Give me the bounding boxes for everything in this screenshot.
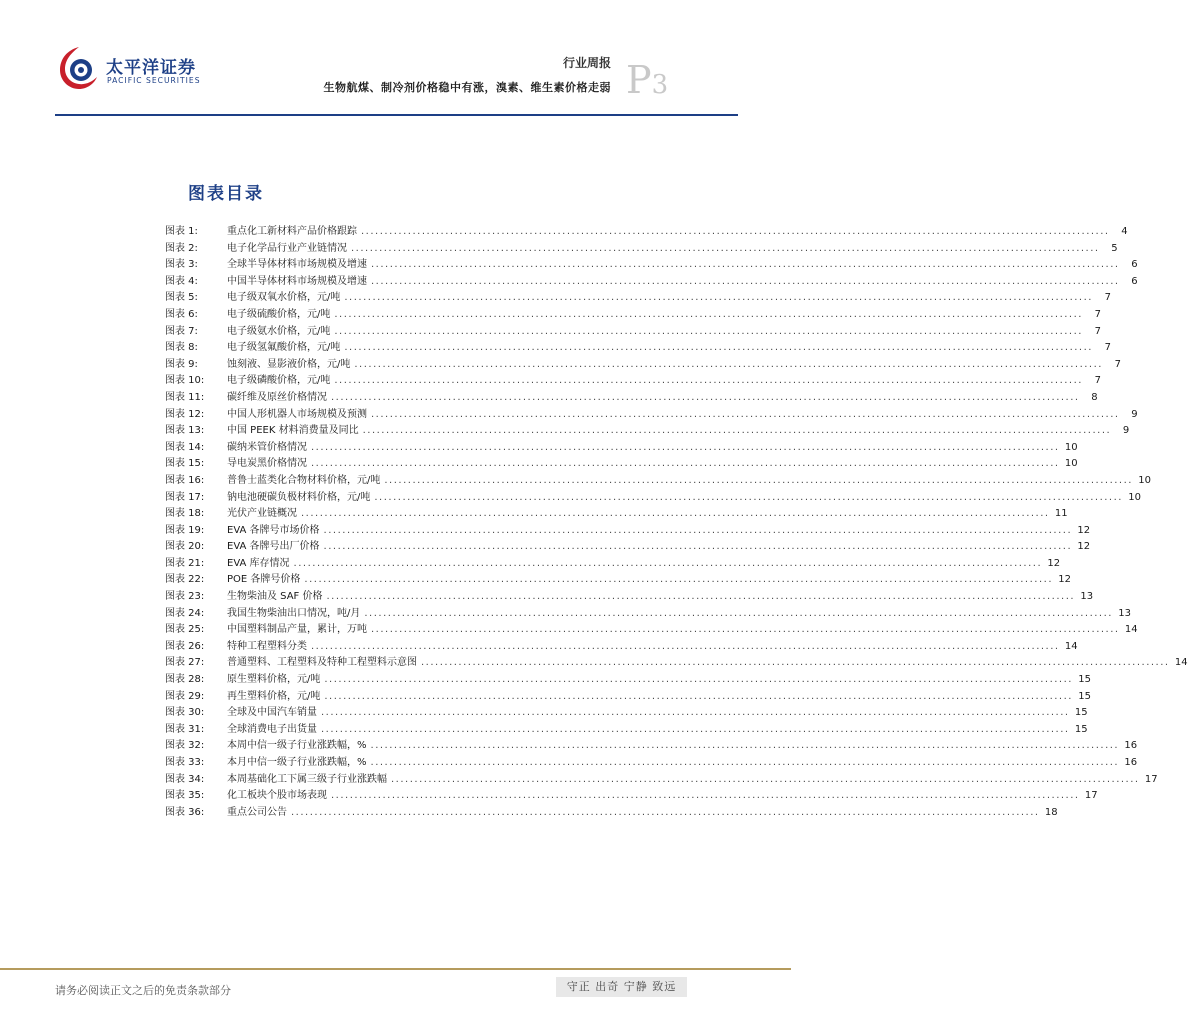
toc-entry-label: 图表 35: <box>165 790 205 802</box>
toc-leader-dots: ................................................................................................................................................................ <box>374 491 1123 503</box>
toc-entry-page: 10 <box>1128 491 1141 503</box>
toc-entry[interactable] <box>165 307 1101 324</box>
toc-entry-label: 图表 33: <box>165 757 205 768</box>
toc-entry-label: 图表 21: <box>165 557 205 569</box>
toc-entry[interactable] <box>165 722 1088 739</box>
toc-entry-title: 本周基础化工下属三级子行业涨跌幅 <box>227 773 387 785</box>
toc-entry[interactable] <box>165 589 1094 606</box>
toc-leader-dots: ................................................................................................................................................................ <box>421 657 1170 669</box>
toc-entry-page: 15 <box>1078 674 1091 686</box>
toc-entry[interactable] <box>165 606 1131 623</box>
toc-leader-dots: ................................................................................................................................................................ <box>361 226 1110 237</box>
toc-entry[interactable] <box>165 539 1091 556</box>
toc-entry-label: 图表 36: <box>165 806 205 818</box>
toc-entry[interactable] <box>165 290 1111 307</box>
toc-leader-dots: ................................................................................................................................................................ <box>371 624 1120 636</box>
toc-entry-title: 重点公司公告 <box>227 806 287 818</box>
toc-entry-page: 12 <box>1077 541 1091 553</box>
toc-entry-label: 图表 22: <box>165 574 205 586</box>
toc-leader-dots: ................................................................................................................................................................ <box>371 259 1120 271</box>
toc-leader-dots: ................................................................................................................................................................ <box>321 707 1070 719</box>
toc-entry[interactable] <box>165 622 1138 639</box>
toc-entry[interactable] <box>165 772 1158 789</box>
footer-disclaimer: 请务必阅读正文之后的免责条款部分 <box>55 984 231 997</box>
toc-entry-page: 14 <box>1174 657 1188 669</box>
toc-entry-label: 图表 23: <box>165 591 205 603</box>
toc-entry-page: 17 <box>1084 790 1098 802</box>
toc-entry-page: 13 <box>1080 591 1094 603</box>
toc-entry[interactable] <box>165 357 1121 374</box>
toc-leader-dots: ................................................................................................................................................................ <box>311 458 1060 470</box>
toc-entry-label: 图表 26: <box>165 640 205 652</box>
toc-leader-dots: ................................................................................................................................................................ <box>326 591 1076 603</box>
toc-entry[interactable] <box>165 257 1138 274</box>
toc-entry-label: 图表 8: <box>165 342 198 354</box>
toc-leader-dots: ................................................................................................................................................................ <box>321 723 1070 735</box>
toc-entry-title: 导电炭黑价格情况 <box>227 458 307 470</box>
toc-leader-dots: ................................................................................................................................................................ <box>362 425 1112 437</box>
logo-name-en: PACIFIC SECURITIES <box>107 76 201 85</box>
toc-entry-page: 12 <box>1058 574 1071 586</box>
toc-entry-label: 图表 19: <box>165 524 205 536</box>
toc-leader-dots: ................................................................................................................................................................ <box>331 790 1080 802</box>
pacific-securities-logo-icon <box>55 44 103 92</box>
toc-entry-page: 15 <box>1074 707 1088 719</box>
footer-rule <box>0 968 791 970</box>
toc-entry-page: 5 <box>1111 242 1118 254</box>
toc-entry-title: 电子级磷酸价格，元/吨 <box>227 375 331 387</box>
toc-entry[interactable] <box>165 440 1078 457</box>
toc-leader-dots: ................................................................................................................................................................ <box>371 408 1120 420</box>
toc-entry[interactable] <box>165 407 1138 424</box>
toc-entry-page: 9 <box>1131 408 1138 420</box>
toc-entry[interactable] <box>165 572 1071 589</box>
toc-entry-label: 图表 13: <box>165 425 205 437</box>
toc-leader-dots: ................................................................................................................................................................ <box>371 275 1120 287</box>
toc-entry-label: 图表 14: <box>165 441 205 453</box>
toc-entry[interactable] <box>165 390 1098 407</box>
toc-entry-title: 本月中信一级子行业涨跌幅，% <box>227 757 367 768</box>
toc-leader-dots: ................................................................................................................................................................ <box>323 541 1073 553</box>
toc-entry-page: 16 <box>1124 740 1138 752</box>
toc-leader-dots: ................................................................................................................................................................ <box>323 524 1073 536</box>
toc-entry-title: 生物柴油及 SAF 价格 <box>227 591 323 603</box>
toc-entry-label: 图表 9: <box>165 358 198 370</box>
toc-entry-label: 图表 25: <box>165 624 205 636</box>
toc-leader-dots: ................................................................................................................................................................ <box>301 508 1050 520</box>
toc-entry-page: 16 <box>1124 757 1138 768</box>
toc-entry-title: 再生塑料价格，元/吨 <box>227 690 321 702</box>
toc-leader-dots: ................................................................................................................................................................ <box>304 574 1053 586</box>
toc-leader-dots: ................................................................................................................................................................ <box>324 690 1073 702</box>
footer-motto: 守正 出奇 宁静 致远 <box>556 977 687 997</box>
toc-leader-dots: ................................................................................................................................................................ <box>344 342 1093 354</box>
toc-leader-dots: ................................................................................................................................................................ <box>311 640 1060 652</box>
toc-entry-title: 原生塑料价格，元/吨 <box>227 674 321 686</box>
toc-entry-page: 10 <box>1138 474 1151 486</box>
toc-entry-title: 中国半导体材料市场规模及增速 <box>227 275 367 287</box>
toc-leader-dots: ................................................................................................................................................................ <box>331 391 1080 403</box>
toc-leader-dots: ................................................................................................................................................................ <box>293 557 1043 569</box>
toc-entry-label: 图表 2: <box>165 242 198 254</box>
toc-entry-page: 11 <box>1054 508 1068 520</box>
page-number-value: 3 <box>651 70 669 100</box>
toc-entry[interactable] <box>165 639 1078 656</box>
toc-entry[interactable] <box>165 324 1101 341</box>
toc-entry-title: 本周中信一级子行业涨跌幅，% <box>227 740 367 752</box>
toc-entry-label: 图表 3: <box>165 259 198 271</box>
toc-entry-page: 6 <box>1131 259 1138 271</box>
toc-leader-dots: ................................................................................................................................................................ <box>334 375 1083 387</box>
toc-entry-page: 7 <box>1104 292 1111 304</box>
toc-entry[interactable] <box>165 755 1138 772</box>
toc-entry-page: 6 <box>1131 275 1138 287</box>
toc-entry-title: 普鲁士蓝类化合物材料价格，元/吨 <box>227 474 381 486</box>
toc-entry-title: POE 各牌号价格 <box>227 574 301 586</box>
toc-entry-page: 18 <box>1044 806 1058 818</box>
toc-entry-title: 重点化工新材料产品价格跟踪 <box>227 226 357 237</box>
toc-entry-label: 图表 31: <box>165 723 205 735</box>
toc-leader-dots: ................................................................................................................................................................ <box>370 740 1120 752</box>
toc-heading: 图表目录 <box>188 184 264 204</box>
toc-entry-label: 图表 17: <box>165 491 205 503</box>
toc-entry-title: 我国生物柴油出口情况，吨/月 <box>227 607 361 619</box>
toc-leader-dots: ................................................................................................................................................................ <box>344 292 1093 304</box>
toc-entry-page: 13 <box>1118 607 1131 619</box>
toc-entry-page: 8 <box>1091 391 1098 403</box>
toc-entry-label: 图表 12: <box>165 408 205 420</box>
toc-entry-title: 蚀刻液、显影液价格，元/吨 <box>227 358 351 370</box>
toc-entry-title: 全球及中国汽车销量 <box>227 707 317 719</box>
toc-entry-title: 电子级硫酸价格，元/吨 <box>227 308 331 320</box>
toc-entry-page: 12 <box>1047 557 1061 569</box>
toc-leader-dots: ................................................................................................................................................................ <box>311 441 1060 453</box>
toc-entry-page: 17 <box>1144 773 1158 785</box>
toc-entry[interactable] <box>165 705 1088 722</box>
toc-entry-title: 普通塑料、工程塑料及特种工程塑料示意图 <box>227 657 417 669</box>
toc-entry-label: 图表 1: <box>165 226 198 237</box>
toc-entry-page: 4 <box>1121 226 1128 237</box>
toc-entry-title: 中国 PEEK 材料消费量及同比 <box>227 425 359 437</box>
toc-entry-title: 电子级氨水价格，元/吨 <box>227 325 331 337</box>
toc-entry[interactable] <box>165 490 1141 507</box>
toc-entry-label: 图表 32: <box>165 740 205 752</box>
toc-entry[interactable] <box>165 506 1068 523</box>
toc-entry-label: 图表 24: <box>165 607 205 619</box>
toc-entry-label: 图表 27: <box>165 657 205 669</box>
toc-entry-label: 图表 34: <box>165 773 205 785</box>
toc-entry-label: 图表 16: <box>165 474 205 486</box>
toc-entry[interactable] <box>165 672 1091 689</box>
toc-entry-title: 光伏产业链概况 <box>227 508 297 520</box>
toc-list <box>165 224 1188 821</box>
toc-entry-title: 特种工程塑料分类 <box>227 640 307 652</box>
toc-entry[interactable] <box>165 456 1078 473</box>
toc-entry-title: 中国塑料制品产量，累计，万吨 <box>227 624 367 636</box>
toc-entry[interactable] <box>165 373 1101 390</box>
toc-entry[interactable] <box>165 423 1130 440</box>
toc-entry[interactable] <box>165 788 1098 805</box>
toc-entry[interactable] <box>165 241 1118 258</box>
company-logo <box>55 44 215 94</box>
toc-entry-page: 10 <box>1064 458 1078 470</box>
toc-entry[interactable] <box>165 523 1091 540</box>
toc-entry-title: 中国人形机器人市场规模及预测 <box>227 408 367 420</box>
toc-entry[interactable] <box>165 655 1188 672</box>
toc-entry-title: 电子级氢氟酸价格，元/吨 <box>227 342 341 354</box>
toc-leader-dots: ................................................................................................................................................................ <box>370 757 1120 768</box>
toc-entry-title: 电子化学品行业产业链情况 <box>227 242 347 254</box>
toc-entry-page: 10 <box>1064 441 1078 453</box>
toc-leader-dots: ................................................................................................................................................................ <box>334 308 1083 320</box>
logo-name-cn: 太平洋证券 <box>106 58 196 78</box>
toc-entry-page: 12 <box>1077 524 1091 536</box>
toc-entry-label: 图表 6: <box>165 308 198 320</box>
toc-entry[interactable] <box>165 274 1138 291</box>
toc-leader-dots: ................................................................................................................................................................ <box>351 242 1100 254</box>
toc-entry-title: 电子级双氧水价格，元/吨 <box>227 292 341 304</box>
toc-entry-page: 7 <box>1094 375 1101 387</box>
toc-entry-label: 图表 28: <box>165 674 205 686</box>
toc-entry-title: EVA 各牌号市场价格 <box>227 524 320 536</box>
toc-entry-title: 钠电池硬碳负极材料价格，元/吨 <box>227 491 371 503</box>
report-title: 生物航煤、制冷剂价格稳中有涨，溴素、维生素价格走弱 <box>323 81 611 94</box>
toc-entry-title: 全球半导体材料市场规模及增速 <box>227 259 367 271</box>
toc-entry-page: 9 <box>1122 425 1130 437</box>
toc-entry-title: EVA 各牌号出厂价格 <box>227 541 320 553</box>
toc-entry-title: 碳纤维及原丝价格情况 <box>227 391 327 403</box>
toc-entry[interactable] <box>165 738 1138 755</box>
toc-entry-page: 7 <box>1104 342 1111 354</box>
toc-entry-page: 7 <box>1094 308 1101 320</box>
toc-entry-page: 14 <box>1064 640 1078 652</box>
toc-entry-label: 图表 11: <box>165 391 205 403</box>
toc-entry-title: 全球消费电子出货量 <box>227 723 317 735</box>
header-rule <box>55 114 738 116</box>
toc-entry-page: 14 <box>1124 624 1138 636</box>
toc-entry-label: 图表 4: <box>165 275 198 287</box>
toc-entry-label: 图表 20: <box>165 541 205 553</box>
toc-entry-page: 7 <box>1094 325 1101 337</box>
page-number-prefix: P <box>626 58 652 102</box>
toc-entry[interactable] <box>165 556 1061 573</box>
toc-entry-label: 图表 15: <box>165 458 205 470</box>
toc-entry-title: 碳纳米管价格情况 <box>227 441 307 453</box>
toc-entry-label: 图表 29: <box>165 690 205 702</box>
page-number <box>626 58 668 102</box>
report-type: 行业周报 <box>562 56 611 70</box>
toc-entry-label: 图表 7: <box>165 325 198 337</box>
toc-leader-dots: ................................................................................................................................................................ <box>364 607 1113 619</box>
toc-entry-label: 图表 30: <box>165 707 205 719</box>
toc-entry-page: 15 <box>1078 690 1091 702</box>
toc-leader-dots: ................................................................................................................................................................ <box>391 773 1140 785</box>
toc-leader-dots: ................................................................................................................................................................ <box>291 806 1040 818</box>
toc-entry-label: 图表 5: <box>165 292 198 304</box>
toc-entry-page: 7 <box>1114 358 1121 370</box>
toc-entry[interactable] <box>165 224 1128 241</box>
toc-entry-title: EVA 库存情况 <box>227 557 290 569</box>
toc-leader-dots: ................................................................................................................................................................ <box>334 325 1083 337</box>
toc-entry-title: 化工板块个股市场表现 <box>227 790 327 802</box>
toc-leader-dots: ................................................................................................................................................................ <box>354 358 1103 370</box>
toc-leader-dots: ................................................................................................................................................................ <box>324 674 1073 686</box>
toc-entry-label: 图表 10: <box>165 375 205 387</box>
toc-leader-dots: ................................................................................................................................................................ <box>384 474 1133 486</box>
toc-entry[interactable] <box>165 340 1111 357</box>
toc-entry[interactable] <box>165 689 1091 706</box>
toc-entry[interactable] <box>165 805 1058 822</box>
toc-entry[interactable] <box>165 473 1151 490</box>
toc-entry-page: 15 <box>1074 723 1088 735</box>
toc-entry-label: 图表 18: <box>165 508 205 520</box>
